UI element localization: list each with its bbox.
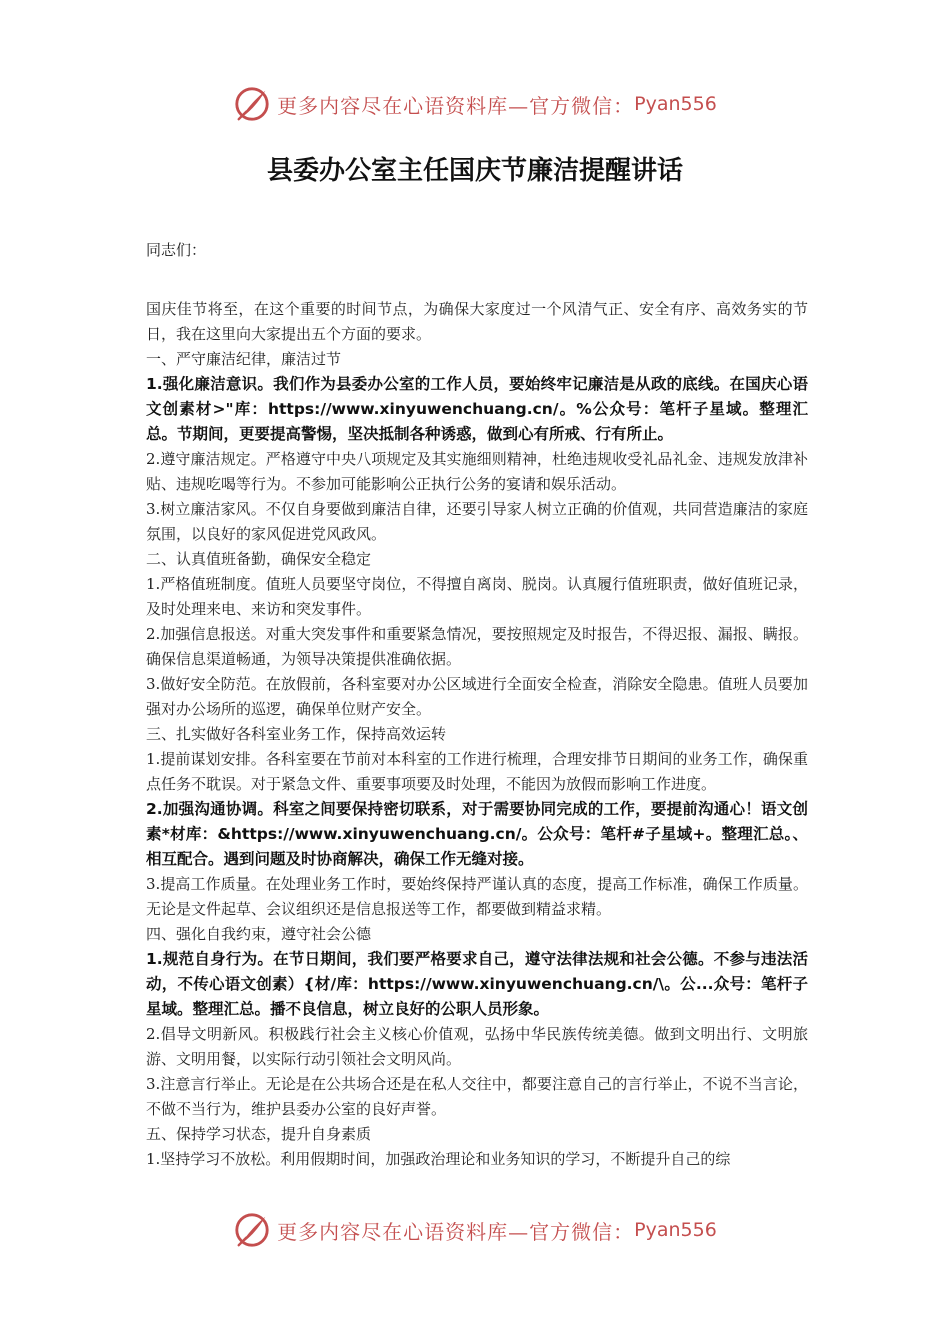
paragraph: 1.坚持学习不放松。利用假期时间，加强政治理论和业务知识的学习，不断提升自己的综 [146, 1150, 731, 1168]
paragraph: 3.树立廉洁家风。不仅自身要做到廉洁自律，还要引导家人树立正确的价值观，共同营造廉洁的家庭氛围，以良好的家风促进党风政风。 [146, 500, 808, 543]
banner-wechat-id: Pyan556 [634, 93, 717, 115]
banner-text: 更多内容尽在心语资料库—官方微信： [277, 1219, 635, 1244]
paragraph: 四、强化自我约束，遵守社会公德 [146, 925, 372, 943]
feather-pen-logo-icon [233, 85, 271, 123]
paragraph: 3.注意言行举止。无论是在公共场合还是在私人交往中，都要注意自己的言行举止，不说不当言论，不做不当行为，维护县委办公室的良好声誉。 [146, 1075, 808, 1118]
paragraph: 1.强化廉洁意识。我们作为县委办公室的工作人员，要始终牢记廉洁是从政的底线。在国庆心语文创素材>"库：https://www.xinyuwenchuang.cn/。%公众号：笔杆子星域。整理汇总。节期间，更要提高警惕，坚决抵制各种诱惑，做到心有所戒、行有所止。 [146, 375, 808, 443]
paragraph: 五、保持学习状态，提升自身素质 [146, 1125, 372, 1143]
paragraph: 1.严格值班制度。值班人员要坚守岗位，不得擅自离岗、脱岗。认真履行值班职责，做好值班记录，及时处理来电、来访和突发事件。 [146, 575, 808, 618]
paragraph: 2.遵守廉洁规定。严格遵守中央八项规定及其实施细则精神，杜绝违规收受礼品礼金、违规发放津补贴、违规吃喝等行为。不参加可能影响公正执行公务的宴请和娱乐活动。 [146, 450, 808, 493]
paragraph: 国庆佳节将至，在这个重要的时间节点，为确保大家度过一个风清气正、安全有序、高效务实的节日，我在这里向大家提出五个方面的要求。 [146, 300, 808, 343]
paragraph: 3.提高工作质量。在处理业务工作时，要始终保持严谨认真的态度，提高工作标准，确保工作质量。无论是文件起草、会议组织还是信息报送等工作，都要做到精益求精。 [146, 875, 808, 918]
paragraph: 一、严守廉洁纪律，廉洁过节 [146, 350, 342, 368]
paragraph: 2.加强信息报送。对重大突发事件和重要紧急情况，要按照规定及时报告，不得迟报、漏报、瞒报。确保信息渠道畅通，为领导决策提供准确依据。 [146, 625, 808, 668]
header-banner [0, 84, 950, 124]
paragraph: 2.倡导文明新风。积极践行社会主义核心价值观，弘扬中华民族传统美德。做到文明出行、文明旅游、文明用餐，以实际行动引领社会文明风尚。 [146, 1025, 808, 1068]
paragraph: 3.做好安全防范。在放假前，各科室要对办公区域进行全面安全检查，消除安全隐患。值班人员要加强对办公场所的巡逻，确保单位财产安全。 [146, 675, 808, 718]
document-body [146, 238, 808, 1172]
paragraph-list [146, 297, 808, 1172]
paragraph: 1.提前谋划安排。各科室要在节前对本科室的工作进行梳理，合理安排节日期间的业务工作，确保重点任务不耽误。对于紧急文件、重要事项要及时处理，不能因为放假而影响工作进度。 [146, 750, 808, 793]
page-title: 县委办公室主任国庆节廉洁提醒讲话 [266, 156, 683, 186]
paragraph: 2.加强沟通协调。科室之间要保持密切联系，对于需要协同完成的工作，要提前沟通心！语文创素*材库：&https://www.xinyuwenchuang.cn/。公众号：笔杆#子星域+。整理汇总。、相互配合。遇到问题及时协商解决，确保工作无缝对接。 [146, 800, 808, 868]
greeting: 同志们： [146, 241, 207, 259]
footer-banner [0, 1210, 950, 1250]
feather-pen-logo-icon [233, 1211, 271, 1249]
banner-wechat-id: Pyan556 [634, 1219, 717, 1241]
paragraph: 1.规范自身行为。在节日期间，我们要严格要求自己，遵守法律法规和社会公德。不参与违法活动，不传心语文创素）{材/库：https://www.xinyuwenchuang.cn/\。公...众号：笔杆子星域。整理汇总。播不良信息，树立良好的公职人员形象。 [146, 950, 808, 1018]
paragraph: 三、扎实做好各科室业务工作，保持高效运转 [146, 725, 447, 743]
paragraph: 二、认真值班备勤，确保安全稳定 [146, 550, 372, 568]
banner-text: 更多内容尽在心语资料库—官方微信： [277, 93, 635, 118]
